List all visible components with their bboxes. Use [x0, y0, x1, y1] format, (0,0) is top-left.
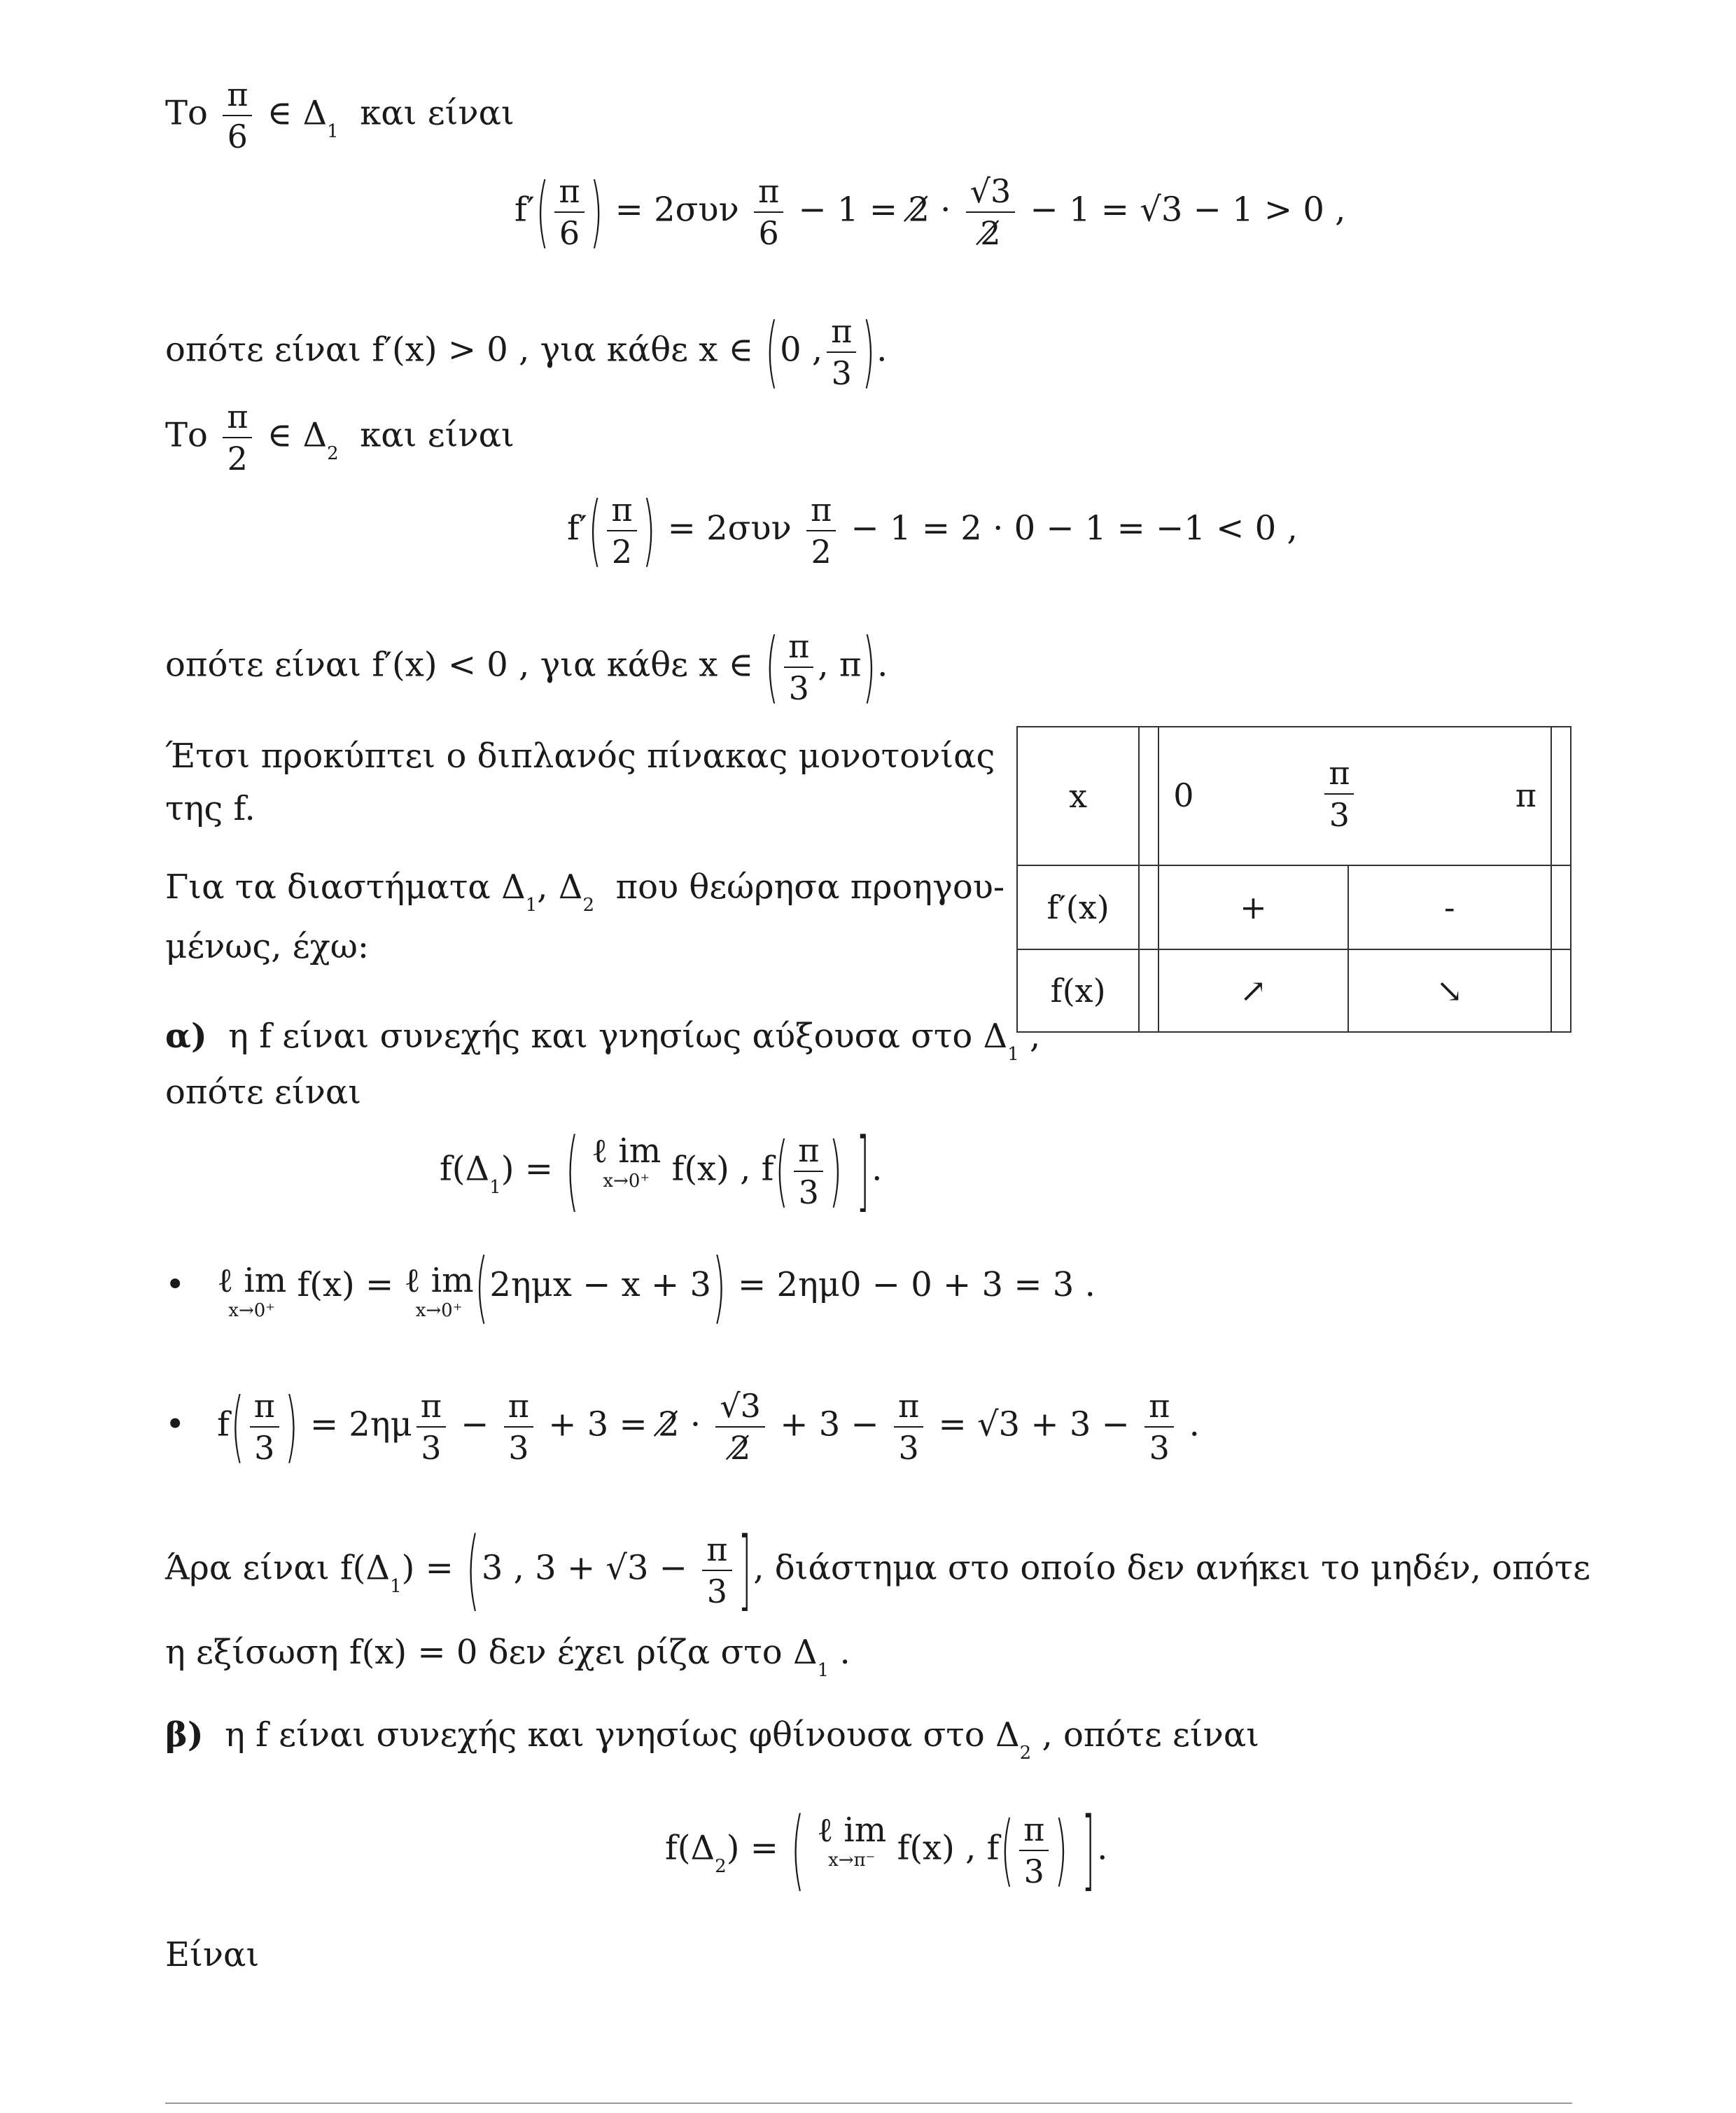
text: Το [165, 93, 208, 133]
text: ℓ im [817, 1811, 887, 1850]
text: = √3 + 3 − [938, 1404, 1130, 1444]
equation-f-delta1 [440, 1120, 883, 1222]
paragraph-line: Έτσι προκύπτει ο διπλανός πίνακας μονοτονίας [165, 737, 995, 776]
text: − 1 = √3 − 1 > 0 , [1030, 190, 1346, 230]
text: ) = [726, 1828, 778, 1868]
fraction [784, 627, 813, 707]
paragraph-line [165, 866, 1004, 914]
limit [404, 1261, 474, 1321]
label: β) [165, 1715, 204, 1755]
fraction [894, 1387, 923, 1467]
text: , Δ [537, 867, 583, 907]
text: και είναι [360, 415, 514, 455]
text: . [1189, 1404, 1200, 1444]
paragraph-line: μένως, έχω: [165, 927, 370, 966]
text: f [217, 1404, 230, 1444]
text: ) = [500, 1149, 553, 1189]
text: ℓ im [404, 1261, 474, 1300]
text: = 2ημ [309, 1404, 412, 1444]
paren: ) [642, 485, 656, 576]
denominator: 3 [788, 669, 809, 707]
bracket: ] [738, 1519, 752, 1622]
table-header-cell: f′(x) [1017, 865, 1139, 949]
text: οπότε είναι f′(x) < 0 , για κάθε x ∈ [165, 645, 754, 685]
denominator: 3 [1023, 1853, 1044, 1890]
limit [217, 1261, 287, 1321]
footer-divider [165, 2102, 1572, 2104]
text: οπότε είναι f′(x) > 0 , για κάθε x ∈ [165, 330, 754, 370]
decreasing-arrow-icon: ↘ [1348, 949, 1551, 1032]
fraction [1019, 1813, 1049, 1888]
paren: ) [862, 622, 876, 713]
paren: ( [1000, 1805, 1014, 1896]
denominator: 2̸ [730, 1429, 751, 1467]
subscript: 1 [525, 895, 538, 916]
paren: ( [230, 1381, 244, 1472]
denominator: 6 [559, 214, 580, 252]
subscript: 1 [489, 1176, 501, 1198]
value-pi: π [1515, 776, 1536, 814]
text: Για τα διαστήματα Δ [165, 867, 526, 907]
numerator: π [827, 315, 856, 353]
text: , π [818, 645, 862, 685]
equation-f-delta2 [665, 1799, 1108, 1902]
table-cell [1551, 865, 1571, 949]
text: Το [165, 415, 208, 455]
denominator: 2 [811, 533, 832, 571]
numerator: π [504, 1390, 533, 1428]
paren: ) [1054, 1805, 1068, 1896]
limit-subscript: x→π⁻ [828, 1850, 876, 1871]
subscript: 2 [1019, 1743, 1032, 1764]
text: − [461, 1404, 489, 1444]
subscript: 1 [390, 1575, 402, 1597]
text: . [872, 1149, 883, 1189]
text: . [839, 1633, 850, 1672]
fraction [806, 491, 836, 571]
text: . [877, 645, 888, 685]
subscript: 2 [582, 895, 595, 916]
text: f′ [567, 508, 587, 548]
numerator: π [894, 1390, 923, 1428]
fraction [223, 78, 252, 153]
table-row [1017, 727, 1571, 865]
denominator: 3 [798, 1173, 819, 1211]
table-cell [1551, 949, 1571, 1032]
numerator: π [702, 1533, 732, 1571]
monotonicity-table [1016, 726, 1572, 1033]
text: η f είναι συνεχής και γνησίως αύξουσα στο Δ [228, 1017, 1008, 1056]
paren: ( [765, 307, 779, 398]
denominator: 3 [898, 1429, 919, 1467]
denominator: 2̸ [980, 214, 1001, 252]
line-equation-no-root [165, 1631, 850, 1679]
fraction [1144, 1387, 1174, 1467]
denominator: 3 [1329, 796, 1350, 834]
bracket: ( [566, 1120, 579, 1222]
table-header-cell: f(x) [1017, 949, 1139, 1032]
numerator: π [607, 494, 636, 531]
denominator: 3 [831, 354, 852, 392]
bracket: ( [791, 1799, 804, 1902]
paragraph-line: Είναι [165, 1935, 260, 1974]
fraction [607, 491, 636, 571]
bracket: ] [856, 1120, 870, 1222]
subscript: 1 [817, 1660, 830, 1681]
paren: ) [713, 1242, 726, 1332]
text: f′ [514, 190, 535, 230]
bullet-f-pi3 [165, 1381, 1200, 1472]
line-fprime-positive [165, 307, 888, 398]
text: = 2ημ0 − 0 + 3 = 3 . [738, 1265, 1096, 1304]
bullet-icon: • [165, 1265, 186, 1304]
text: = 2συν [667, 508, 792, 548]
table-header-cell: x [1017, 727, 1139, 865]
paren: ( [775, 1126, 789, 1217]
text: − 1 = [798, 190, 898, 230]
text: 2ημx − x + 3 [489, 1265, 712, 1304]
text: f(x) = [297, 1265, 394, 1304]
numerator: π [554, 175, 584, 213]
bracket: ] [1082, 1799, 1096, 1902]
paren: ) [862, 307, 876, 398]
text: η f είναι συνεχής και γνησίως φθίνουσα στο Δ [225, 1715, 1020, 1755]
sign-plus: + [1158, 865, 1348, 949]
text: + 3 = [548, 1404, 648, 1444]
table-row [1017, 949, 1571, 1032]
fraction [794, 1131, 823, 1211]
numerator: π [1019, 1813, 1049, 1851]
paren: ) [284, 1381, 298, 1472]
limit [592, 1131, 662, 1192]
fraction [966, 172, 1016, 252]
line-fprime-negative [165, 622, 888, 713]
denominator: 2 [611, 533, 633, 571]
text: που θεώρησα προηγου- [615, 867, 1005, 907]
subscript: 1 [327, 120, 339, 142]
text: , διάστημα στο οποίο δεν ανήκει το μηδέν, οπότε [753, 1548, 1591, 1588]
equation-fprime-pi2 [567, 485, 1298, 576]
denominator: 6 [758, 214, 779, 252]
text: f(Δ [665, 1828, 715, 1868]
text: ) = [401, 1548, 454, 1588]
case-alpha [165, 1015, 1040, 1063]
text: και είναι [360, 93, 514, 133]
paren: ( [765, 622, 779, 713]
table-cell [1158, 727, 1551, 865]
text: 0 , [780, 330, 823, 370]
numerator: π [1324, 757, 1354, 795]
fraction [715, 1387, 765, 1467]
denominator: 2 [227, 440, 248, 477]
case-beta [165, 1714, 1259, 1762]
subscript: 1 [1007, 1044, 1019, 1065]
text: f(x) , f [671, 1149, 774, 1189]
paragraph-line: οπότε είναι [165, 1073, 362, 1112]
subscript: 2 [715, 1855, 727, 1877]
numerator: π [1144, 1390, 1174, 1428]
denominator: 6 [227, 118, 248, 155]
text: = 2συν [615, 190, 739, 230]
fraction [416, 1387, 446, 1467]
fraction [702, 1530, 732, 1610]
numerator: π [754, 175, 783, 213]
denominator: 3 [421, 1429, 442, 1467]
denominator: 3 [1149, 1429, 1170, 1467]
table-cell [1139, 727, 1158, 865]
text: ∈ Δ [267, 93, 328, 133]
numerator: √3 [966, 175, 1016, 213]
equation-fprime-pi6 [514, 167, 1346, 258]
paren: ( [475, 1242, 489, 1332]
line-pi6-in-delta1 [165, 78, 514, 153]
denominator: 3 [706, 1572, 728, 1610]
numerator: √3 [715, 1390, 765, 1428]
numerator: π [223, 400, 252, 438]
numerator: π [416, 1390, 446, 1428]
text: ℓ im [592, 1131, 662, 1171]
fraction [223, 400, 252, 475]
text: . [1097, 1828, 1108, 1868]
limit-subscript: x→0⁺ [603, 1171, 650, 1192]
paren: ) [829, 1126, 843, 1217]
paragraph-line: της f. [165, 789, 255, 828]
fraction [827, 312, 856, 392]
table-row [1017, 865, 1571, 949]
fraction [554, 172, 584, 252]
numerator: π [784, 630, 813, 668]
text: . [876, 330, 888, 370]
text: ℓ im [217, 1261, 287, 1300]
denominator: 3 [254, 1429, 275, 1467]
fraction [250, 1387, 279, 1467]
text: f(Δ [440, 1149, 490, 1189]
bullet-icon: • [165, 1404, 186, 1444]
label: α) [165, 1017, 207, 1056]
value-0: 0 [1173, 776, 1194, 814]
fraction [1324, 754, 1354, 834]
numerator: π [223, 78, 252, 116]
paren: ) [589, 167, 603, 258]
denominator: 3 [508, 1429, 529, 1467]
paren: ( [588, 485, 602, 576]
limit [817, 1813, 886, 1869]
table-cell [1551, 727, 1571, 865]
text: , οπότε είναι [1042, 1715, 1260, 1755]
fraction [504, 1387, 533, 1467]
numerator: π [250, 1390, 279, 1428]
increasing-arrow-icon: ↗ [1158, 949, 1348, 1032]
limit-subscript: x→0⁺ [228, 1300, 276, 1321]
fraction [754, 172, 783, 252]
text: 2̸ · [658, 1404, 701, 1444]
line-pi2-in-delta2 [165, 400, 514, 475]
line-ara [165, 1519, 1591, 1622]
numerator: π [806, 494, 836, 531]
numerator: π [794, 1134, 823, 1172]
text: 3 , 3 + √3 − [481, 1548, 688, 1588]
text: Άρα είναι f(Δ [165, 1548, 391, 1588]
text: − 1 = 2 · 0 − 1 = −1 < 0 , [850, 508, 1298, 548]
text: f(x) , f [897, 1828, 1000, 1868]
bracket: ( [466, 1519, 479, 1622]
table-cell [1139, 865, 1158, 949]
text: , [1030, 1017, 1041, 1056]
sign-minus: - [1348, 865, 1551, 949]
text: η εξίσωση f(x) = 0 δεν έχει ρίζα στο Δ [165, 1633, 818, 1672]
text: 2̸ · [908, 190, 951, 230]
table-cell [1139, 949, 1158, 1032]
limit-subscript: x→0⁺ [415, 1300, 463, 1321]
text: + 3 − [780, 1404, 879, 1444]
text: ∈ Δ [267, 415, 328, 455]
paren: ( [536, 167, 550, 258]
subscript: 2 [327, 442, 339, 464]
bullet-limit [165, 1242, 1096, 1332]
